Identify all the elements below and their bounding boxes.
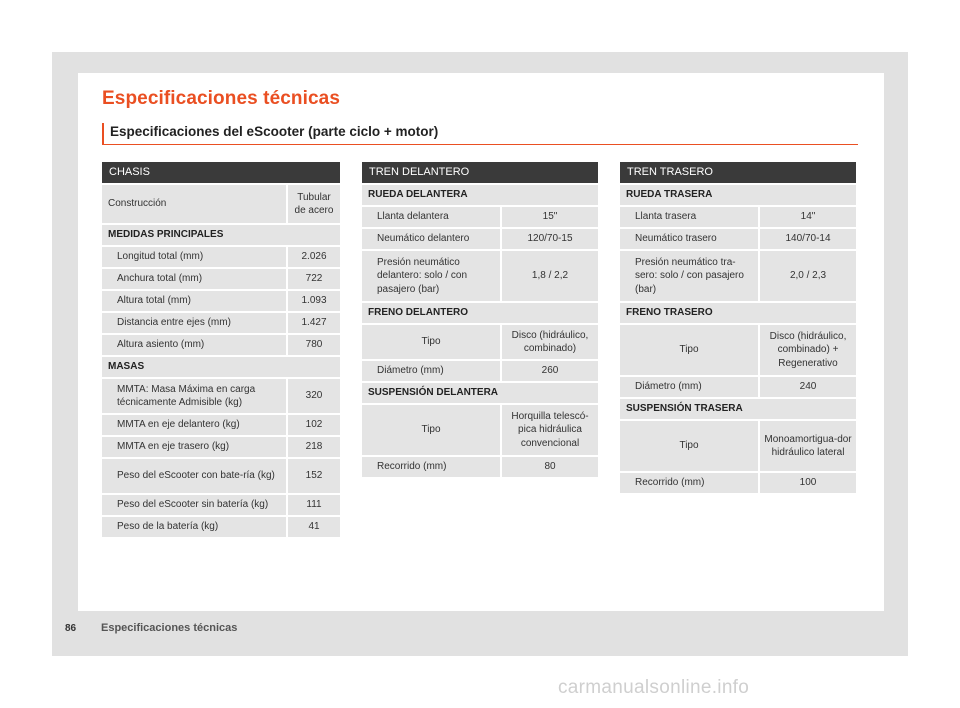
- rueda-delantera-title: RUEDA DELANTERA: [362, 185, 598, 205]
- tren-delantero-table: [362, 160, 598, 479]
- tren-trasero-table: [620, 160, 856, 495]
- row-value: 100: [758, 473, 856, 493]
- rueda-trasera-title: RUEDA TRASERA: [620, 185, 856, 205]
- row-label: Tipo: [620, 421, 758, 471]
- row-value: 120/70-15: [500, 229, 598, 249]
- row-value: 14": [758, 207, 856, 227]
- row-value: 1.427: [286, 313, 340, 333]
- row-label: Recorrido (mm): [362, 457, 500, 477]
- table-row: [620, 325, 856, 375]
- table-row: [102, 459, 340, 493]
- section-row: [620, 303, 856, 323]
- masas-title: MASAS: [102, 357, 340, 377]
- row-label: Diámetro (mm): [620, 377, 758, 397]
- tren-trasero-header-row: [620, 162, 856, 183]
- table-row: [102, 335, 340, 355]
- chasis-header-row: [102, 162, 340, 183]
- row-label: Altura total (mm): [102, 291, 286, 311]
- row-value: 722: [286, 269, 340, 289]
- row-label: Tipo: [362, 325, 500, 359]
- table-row: [102, 437, 340, 457]
- row-value: Disco (hidráulico, combinado): [500, 325, 598, 359]
- page-title: Especificaciones técnicas: [102, 88, 341, 109]
- row-value: 260: [500, 361, 598, 381]
- row-value: 80: [500, 457, 598, 477]
- section-row: [102, 357, 340, 377]
- row-value: 320: [286, 379, 340, 413]
- table-row: [102, 313, 340, 333]
- freno-delantero-title: FRENO DELANTERO: [362, 303, 598, 323]
- row-label: Llanta trasera: [620, 207, 758, 227]
- table-row: [620, 377, 856, 397]
- medidas-title: MEDIDAS PRINCIPALES: [102, 225, 340, 245]
- section-row: [620, 399, 856, 419]
- row-value: 140/70-14: [758, 229, 856, 249]
- table-row: [102, 291, 340, 311]
- row-label: MMTA: Masa Máxima en carga técnicamente Admisible (kg): [102, 379, 286, 413]
- row-label: Peso del eScooter sin batería (kg): [102, 495, 286, 515]
- row-label: Presión neumático delantero: solo / con pasajero (bar): [362, 251, 500, 301]
- row-label: Neumático trasero: [620, 229, 758, 249]
- row-value: 780: [286, 335, 340, 355]
- row-value: 111: [286, 495, 340, 515]
- subtitle-bar: [102, 123, 858, 145]
- table-row: [102, 495, 340, 515]
- row-label: Anchura total (mm): [102, 269, 286, 289]
- row-value: 1,8 / 2,2: [500, 251, 598, 301]
- footer-section-title: Especificaciones técnicas: [101, 622, 238, 634]
- row-value: 15": [500, 207, 598, 227]
- row-value: Monoamortigua-dor hidráulico lateral: [758, 421, 856, 471]
- table-row: [362, 405, 598, 455]
- row-value: 240: [758, 377, 856, 397]
- page-subtitle: Especificaciones del eScooter (parte ciclo + motor): [110, 124, 439, 139]
- table-row: [362, 361, 598, 381]
- row-label: Longitud total (mm): [102, 247, 286, 267]
- chasis-table: [102, 160, 340, 539]
- row-value: 1.093: [286, 291, 340, 311]
- row-label: Construcción: [102, 185, 286, 223]
- table-row: [620, 229, 856, 249]
- table-row: [102, 517, 340, 537]
- table-row: [102, 269, 340, 289]
- section-row: [362, 185, 598, 205]
- table-row: [362, 207, 598, 227]
- suspension-delantera-title: SUSPENSIÓN DELANTERA: [362, 383, 598, 403]
- row-label: Llanta delantera: [362, 207, 500, 227]
- chasis-title: CHASIS: [102, 162, 340, 183]
- row-label: Distancia entre ejes (mm): [102, 313, 286, 333]
- row-value: 41: [286, 517, 340, 537]
- row-value: Tubular de acero: [286, 185, 340, 223]
- table-row: [102, 379, 340, 413]
- row-label: Neumático delantero: [362, 229, 500, 249]
- section-row: [620, 185, 856, 205]
- table-row: [362, 229, 598, 249]
- row-label: Peso de la batería (kg): [102, 517, 286, 537]
- suspension-trasera-title: SUSPENSIÓN TRASERA: [620, 399, 856, 419]
- table-row: [102, 185, 340, 223]
- section-row: [362, 383, 598, 403]
- tren-delantero-header-row: [362, 162, 598, 183]
- tren-trasero-title: TREN TRASERO: [620, 162, 856, 183]
- row-label: MMTA en eje trasero (kg): [102, 437, 286, 457]
- row-label: MMTA en eje delantero (kg): [102, 415, 286, 435]
- table-row: [620, 207, 856, 227]
- row-value: Horquilla telescó-pica hidráulica convencional: [500, 405, 598, 455]
- table-row: [102, 247, 340, 267]
- row-label: Recorrido (mm): [620, 473, 758, 493]
- section-row: [362, 303, 598, 323]
- row-label: Altura asiento (mm): [102, 335, 286, 355]
- row-label: Presión neumático tra-sero: solo / con pasajero (bar): [620, 251, 758, 301]
- table-row: [362, 457, 598, 477]
- table-row: [620, 421, 856, 471]
- tren-delantero-title: TREN DELANTERO: [362, 162, 598, 183]
- row-label: Peso del eScooter con bate-ría (kg): [102, 459, 286, 493]
- row-label: Diámetro (mm): [362, 361, 500, 381]
- table-row: [362, 251, 598, 301]
- section-row: [102, 225, 340, 245]
- page-number: 86: [65, 623, 77, 634]
- row-value: 102: [286, 415, 340, 435]
- row-value: 2,0 / 2,3: [758, 251, 856, 301]
- row-value: 152: [286, 459, 340, 493]
- table-row: [362, 325, 598, 359]
- watermark: carmanualsonline.info: [558, 677, 750, 698]
- table-row: [102, 415, 340, 435]
- row-value: Disco (hidráulico, combinado) + Regenerativo: [758, 325, 856, 375]
- table-row: [620, 473, 856, 493]
- freno-trasero-title: FRENO TRASERO: [620, 303, 856, 323]
- row-value: 2.026: [286, 247, 340, 267]
- row-label: Tipo: [362, 405, 500, 455]
- table-row: [620, 251, 856, 301]
- row-value: 218: [286, 437, 340, 457]
- row-label: Tipo: [620, 325, 758, 375]
